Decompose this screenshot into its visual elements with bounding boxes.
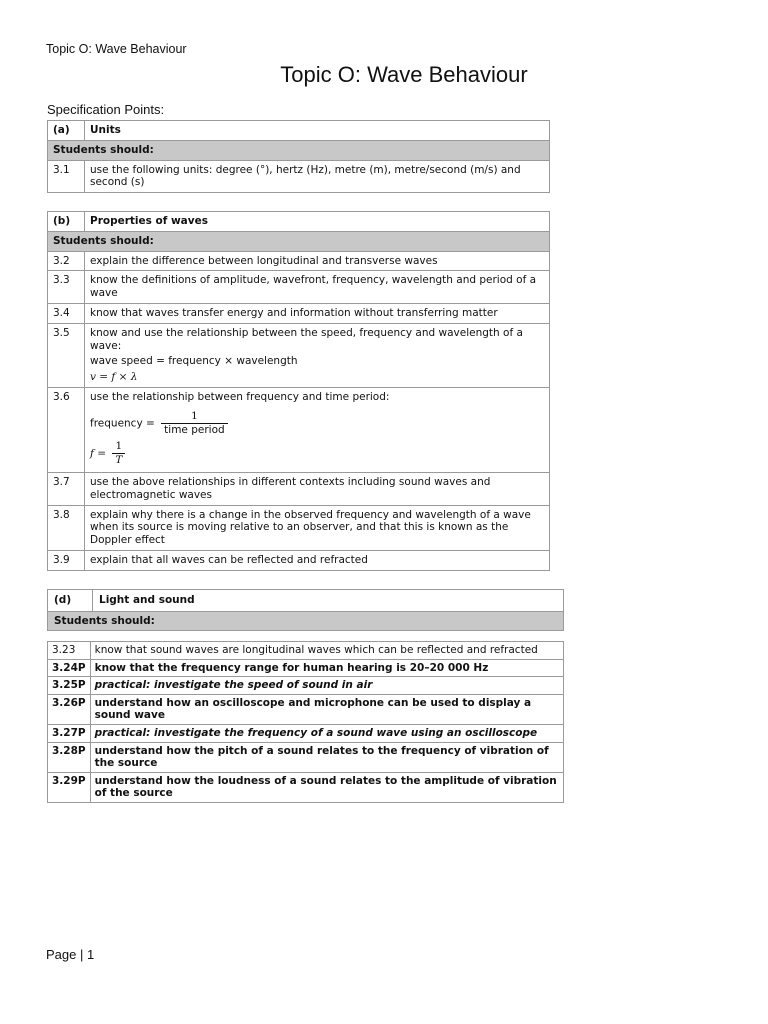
spec-number: 3.29P [48,772,91,802]
section-title: Units [85,121,550,141]
spec-number: 3.3 [48,271,85,304]
spec-text: explain the difference between longitudinal and transverse waves [85,251,550,271]
students-should-label: Students should: [48,231,550,251]
spec-number: 3.25P [48,677,91,695]
page-title: Topic O: Wave Behaviour [280,62,528,87]
spec-number: 3.9 [48,550,85,570]
f-equals-formula [90,440,544,467]
section-a-table [47,120,550,193]
section-code: (d) [48,590,93,612]
frequency-label: frequency = [90,417,155,430]
spec-number: 3.6 [48,387,85,472]
section-b-table [47,211,550,571]
f-label: f = [90,447,107,460]
spec-row [48,323,550,387]
spec-row [48,724,564,742]
fraction-denominator: time period [161,423,228,437]
spec-text: use the following units: degree (°), hertz (Hz), metre (m), metre/second (m/s) and second (s) [85,160,550,193]
spec-number: 3.1 [48,160,85,193]
spec-row [48,550,550,570]
spec-text: practical: investigate the frequency of a sound wave using an oscilloscope [90,724,563,742]
spec-number: 3.27P [48,724,91,742]
spec-row [48,387,550,472]
fraction [112,440,125,467]
section-d-table [47,641,564,803]
spec-row [48,742,564,772]
spec-number: 3.28P [48,742,91,772]
section-title: Properties of waves [85,212,550,232]
students-should-row [48,611,564,631]
spec-row [48,642,564,660]
spec-text: know the definitions of amplitude, wavefront, frequency, wavelength and period of a wave [85,271,550,304]
spec-number: 3.2 [48,251,85,271]
spec-heading: Specification Points: [47,102,165,117]
spec-row [48,505,550,550]
spec-text: understand how the loudness of a sound relates to the amplitude of vibration of the source [90,772,563,802]
page-number-footer: Page | 1 [46,947,95,962]
section-d-header-table [47,589,564,631]
spec-number: 3.23 [48,642,91,660]
spec-row [48,160,550,193]
spec-text: practical: investigate the speed of sound in air [90,677,563,695]
spec-text: know that waves transfer energy and information without transferring matter [85,303,550,323]
spec-text: understand how an oscilloscope and microphone can be used to display a sound wave [90,694,563,724]
spec-number: 3.5 [48,323,85,387]
spec-cell [85,323,550,387]
spec-text: know that the frequency range for human hearing is 20–20 000 Hz [90,659,563,677]
fraction-denominator: T [112,453,125,467]
fraction [161,410,228,437]
students-should-row [48,140,550,160]
spec-number: 3.7 [48,472,85,505]
spec-text: explain why there is a change in the observed frequency and wavelength of a wave when its source is moving relative to an observer, and that this is known as the Doppler effect [85,505,550,550]
spec-number: 3.8 [48,505,85,550]
section-header-row [48,121,550,141]
running-header: Topic O: Wave Behaviour [46,42,187,56]
fraction-numerator: 1 [191,409,198,422]
frequency-formula [90,410,544,437]
spec-row [48,472,550,505]
spec-cell [85,387,550,472]
fraction-numerator: 1 [115,440,123,453]
students-should-label: Students should: [48,611,564,631]
spec-text: explain that all waves can be reflected and refracted [85,550,550,570]
spec-number: 3.26P [48,694,91,724]
spec-row [48,659,564,677]
section-header-row [48,590,564,612]
wave-equation: v = f × λ [90,371,138,384]
spec-text: use the above relationships in different contexts including sound waves and electromagnetic waves [85,472,550,505]
spec-text: know and use the relationship between the speed, frequency and wavelength of a wave: [90,326,523,352]
wave-speed-formula: wave speed = frequency × wavelength [90,355,298,368]
section-title: Light and sound [93,590,564,612]
spec-number: 3.4 [48,303,85,323]
section-code: (b) [48,212,85,232]
students-should-row [48,231,550,251]
spec-text: know that sound waves are longitudinal waves which can be reflected and refracted [90,642,563,660]
spec-row [48,303,550,323]
spec-row [48,251,550,271]
section-code: (a) [48,121,85,141]
section-header-row [48,212,550,232]
spec-row [48,271,550,304]
spec-row [48,677,564,695]
spec-number: 3.24P [48,659,91,677]
students-should-label: Students should: [48,140,550,160]
spec-row [48,694,564,724]
spec-row [48,772,564,802]
spec-text: use the relationship between frequency and time period: [90,390,390,403]
spec-text: understand how the pitch of a sound relates to the frequency of vibration of the source [90,742,563,772]
